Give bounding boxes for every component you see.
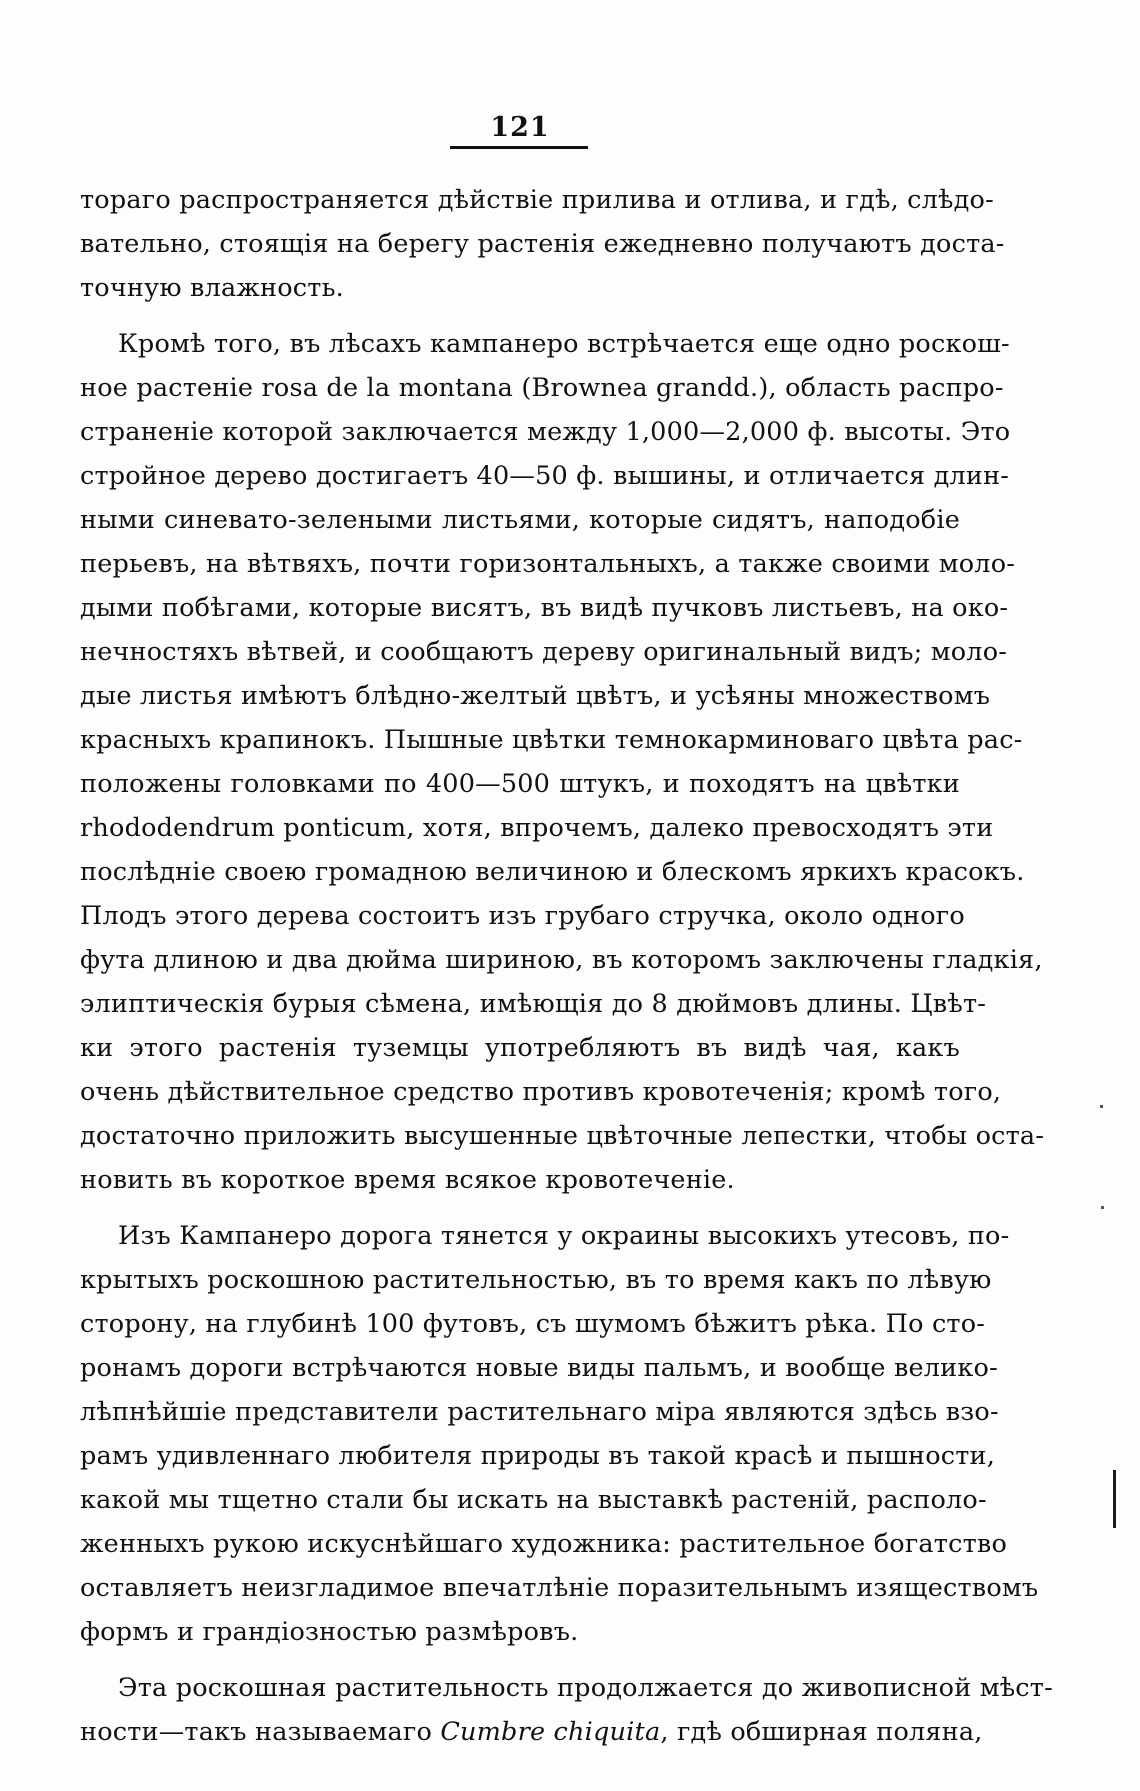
text-line: ными синевато-зелеными листьями, которые сидятъ, наподобіе [80,505,960,535]
text-line: страненіе которой заключается между 1,000—2,000 ф. высоты. Это [80,417,1011,447]
scan-speck [1101,1206,1104,1209]
text-line: достаточно приложить высушенные цвѣточные лепестки, чтобы оста- [80,1121,1045,1151]
text-line: красныхъ крапинокъ. Пышные цвѣтки темнокарминоваго цвѣта рас- [80,725,1023,755]
text-line: Эта роскошная растительность продолжается до живописной мѣст- [118,1673,1053,1703]
text-line: точную влажность. [80,273,344,303]
text-line: рамъ удивленнаго любителя природы въ такой красѣ и пышности, [80,1441,996,1471]
text-line-mixed [80,1710,983,1754]
text-line: элиптическія бурыя сѣмена, имѣющія до 8 дюймовъ длины. Цвѣт- [80,989,987,1019]
text-line: дые листья имѣютъ блѣдно-желтый цвѣтъ, и усѣяны множествомъ [80,681,991,711]
text-line: тораго распространяется дѣйствіе прилива и отлива, и гдѣ, слѣдо- [80,185,994,215]
italic-place-name: Cumbre chiquita [440,1717,661,1747]
text-line: лѣпнѣйшіе представители растительнаго міра являются здѣсь взо- [80,1397,999,1427]
text-line: сторону, на глубинѣ 100 футовъ, съ шумомъ бѣжитъ рѣка. По сто- [80,1309,986,1339]
text-line: вательно, стоящія на берегу растенія ежедневно получаютъ доста- [80,229,1005,259]
body-text [80,178,1053,1754]
text-line: дыми побѣгами, которые висятъ, въ видѣ пучковъ листьевъ, на око- [80,593,1009,623]
text-line: ное растеніе rosa de la montana (Brownea grandd.), область распро- [80,373,1004,403]
text-segment: ности—такъ называемаго [80,1717,441,1747]
scan-edge-mark [1113,1470,1116,1528]
header-rule [450,146,588,149]
text-line: стройное дерево достигаетъ 40—50 ф. вышины, и отличается длин- [80,461,1010,491]
text-line: женныхъ рукою искуснѣйшаго художника: растительное богатство [80,1529,1007,1559]
text-line: rhododendrum ponticum, хотя, впрочемъ, далеко превосходятъ эти [80,813,994,843]
text-line: оставляетъ неизгладимое впечатлѣніе поразительнымъ изяществомъ [80,1573,1039,1603]
text-line: перьевъ, на вѣтвяхъ, почти горизонтальныхъ, а также своими моло- [80,549,1016,579]
text-segment: , гдѣ обширная поляна, [660,1717,983,1747]
text-line: Плодъ этого дерева состоитъ изъ грубаго стручка, около одного [80,901,965,931]
text-line: Изъ Кампанеро дорога тянется у окраины высокихъ утесовъ, по- [118,1221,1010,1251]
text-line: крытыхъ роскошною растительностью, въ то время какъ по лѣвую [80,1265,992,1295]
text-line: ки этого растенія туземцы употребляютъ въ видѣ чая, какъ [80,1033,960,1063]
text-line: положены головками по 400—500 штукъ, и походятъ на цвѣтки [80,769,960,799]
page-number: 121 [490,112,550,143]
text-line: нечностяхъ вѣтвей, и сообщаютъ дереву оригинальный видъ; моло- [80,637,1008,667]
text-line: фута длиною и два дюйма шириною, въ которомъ заключены гладкія, [80,945,1043,975]
text-line: ронамъ дороги встрѣчаются новые виды пальмъ, и вообще велико- [80,1353,998,1383]
text-line: новить въ короткое время всякое кровотеченіе. [80,1165,735,1195]
text-line: послѣдніе своею громадною величиною и блескомъ яркихъ красокъ. [80,857,1025,887]
text-line: какой мы тщетно стали бы искать на выставкѣ растеній, располо- [80,1485,987,1515]
text-line: очень дѣйствительное средство противъ кровотеченія; кромѣ того, [80,1077,1002,1107]
text-line: Кромѣ того, въ лѣсахъ кампанеро встрѣчается еще одно роскош- [118,329,1010,359]
scan-speck [1100,1105,1103,1108]
text-line: формъ и грандіозностью размѣровъ. [80,1617,579,1647]
